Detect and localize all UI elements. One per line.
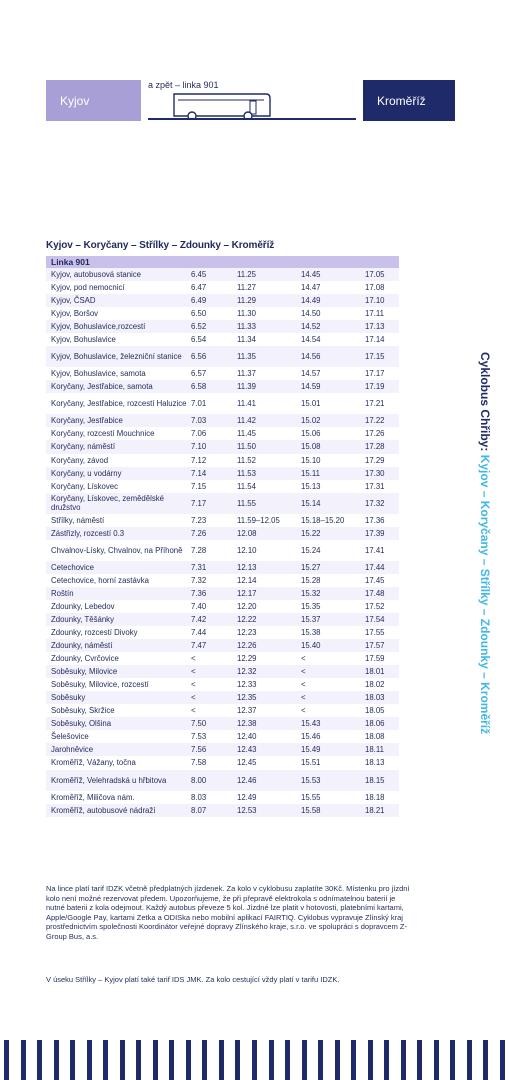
stop-name: Koryčany, Jestřabice, rozcestí Haluzice [51, 399, 187, 409]
stop-name: Kyjov, ČSAD [51, 296, 96, 306]
departure-3: 15.10 [301, 455, 321, 465]
table-row [46, 454, 399, 467]
departure-4: 17.52 [365, 601, 385, 611]
departure-2: 12.13 [237, 562, 257, 572]
departure-1: 7.36 [191, 588, 207, 598]
stop-name: Koryčany, Lískovec [51, 481, 119, 491]
table-row [46, 730, 399, 743]
timetable [46, 256, 399, 817]
departure-1: 6.45 [191, 270, 207, 280]
departure-4: 17.39 [365, 528, 385, 538]
table-row [46, 652, 399, 665]
table-row [46, 717, 399, 730]
departure-1: 7.47 [191, 641, 207, 651]
departure-2: 11.42 [237, 416, 256, 426]
departure-3: 14.59 [301, 382, 321, 392]
departure-3: 14.45 [301, 270, 321, 280]
departure-1: 7.31 [191, 562, 207, 572]
departure-2: 11.55 [237, 498, 256, 508]
tariff-note: V úseku Střílky – Kyjov platí také tarif IDS JMK. Za kolo cestující vždy platí v tarifu IDZK. [46, 975, 340, 984]
stripe [302, 1040, 307, 1080]
departure-2: 11.25 [237, 270, 256, 280]
departure-4: 17.59 [365, 654, 385, 664]
table-row [46, 691, 399, 704]
departure-4: 17.10 [365, 296, 385, 306]
stop-name: Kroměříž, Vážany, točna [51, 758, 136, 768]
departure-3: 14.49 [301, 296, 321, 306]
table-row [46, 393, 399, 414]
stripe [37, 1040, 42, 1080]
departure-2: 12.38 [237, 719, 257, 729]
departure-4: 18.13 [365, 758, 385, 768]
stripe [335, 1040, 340, 1080]
stop-name: Koryčany, náměstí [51, 442, 115, 452]
stop-name: Roštín [51, 588, 74, 598]
departure-4: 17.57 [365, 641, 385, 651]
stripe [153, 1040, 158, 1080]
departure-4: 17.31 [365, 481, 385, 491]
departure-3: 15.46 [301, 732, 321, 742]
departure-1: 8.03 [191, 792, 207, 802]
departure-3: 15.22 [301, 528, 321, 538]
departure-4: 17.32 [365, 498, 385, 508]
departure-3: 15.27 [301, 562, 321, 572]
departure-4: 17.48 [365, 588, 385, 598]
departure-4: 17.17 [365, 369, 385, 379]
departure-1: 8.07 [191, 805, 207, 815]
departure-3: 14.47 [301, 283, 321, 293]
departure-1: < [191, 654, 196, 664]
departure-1: 8.00 [191, 775, 207, 785]
departure-4: 18.08 [365, 732, 385, 742]
table-row [46, 678, 399, 691]
stripe [500, 1040, 505, 1080]
stop-name: Koryčany, u vodárny [51, 468, 122, 478]
departure-1: 6.49 [191, 296, 207, 306]
departure-1: 6.52 [191, 322, 207, 332]
departure-3: 15.13 [301, 481, 321, 491]
stop-name: Zdounky, Lebedov [51, 601, 115, 611]
departure-3: 15.37 [301, 614, 321, 624]
departure-4: 17.08 [365, 283, 385, 293]
stripe [169, 1040, 174, 1080]
departure-3: 15.55 [301, 792, 321, 802]
departure-2: 11.35 [237, 352, 256, 362]
table-row [46, 380, 399, 393]
departure-4: 18.02 [365, 680, 385, 690]
stop-name: Koryčany, Lískovec, zemědělské družstvo [51, 494, 164, 513]
table-row [46, 493, 399, 514]
departure-2: 12.43 [237, 745, 257, 755]
stripe [202, 1040, 207, 1080]
stop-name: Střílky, náměstí [51, 515, 105, 525]
table-row [46, 527, 399, 540]
stripe [417, 1040, 422, 1080]
departure-2: 11.34 [237, 335, 256, 345]
table-row [46, 574, 399, 587]
departure-3: < [301, 654, 306, 664]
table-row [46, 665, 399, 678]
stop-name: Kyjov, Bohuslavice [51, 335, 116, 345]
table-row [46, 743, 399, 756]
departure-1: 7.50 [191, 719, 207, 729]
stripe [70, 1040, 75, 1080]
departure-1: 7.42 [191, 614, 207, 624]
table-row [46, 294, 399, 307]
departure-2: 11.39 [237, 382, 256, 392]
departure-2: 11.30 [237, 309, 256, 319]
departure-2: 11.27 [237, 283, 256, 293]
departure-1: 7.01 [191, 399, 207, 409]
departure-2: 11.33 [237, 322, 256, 332]
stop-name: Kroměříž, autobusové nádraží [51, 805, 156, 815]
stripe [186, 1040, 191, 1080]
stripe [351, 1040, 356, 1080]
departure-2: 12.20 [237, 601, 257, 611]
departure-4: 18.05 [365, 706, 385, 716]
departure-1: < [191, 667, 196, 677]
table-row [46, 480, 399, 493]
departure-3: 14.56 [301, 352, 321, 362]
departure-2: 12.17 [237, 588, 257, 598]
stop-name: Koryčany, Jestřabice, samota [51, 382, 153, 392]
departure-4: 17.26 [365, 429, 385, 439]
departure-1: 7.03 [191, 416, 207, 426]
departure-1: < [191, 706, 196, 716]
stripe [235, 1040, 240, 1080]
departure-2: 12.08 [237, 528, 257, 538]
stop-name: Kroměříž, Velehradská u hřbitova [51, 775, 167, 785]
stop-name: Soběsuky [51, 693, 86, 703]
departure-1: 7.40 [191, 601, 207, 611]
departure-1: 7.53 [191, 732, 207, 742]
stop-name: Kyjov, Bohuslavice, samota [51, 369, 146, 379]
table-row [46, 561, 399, 574]
departure-2: 11.50 [237, 442, 256, 452]
stripe [434, 1040, 439, 1080]
stop-name: Jarohněvice [51, 745, 94, 755]
stop-name: Koryčany, Jestřabice [51, 416, 123, 426]
departure-3: < [301, 693, 306, 703]
departure-3: < [301, 680, 306, 690]
departure-1: 6.56 [191, 352, 207, 362]
table-row [46, 333, 399, 346]
stop-name: Zástřizly, rozcestí 0.3 [51, 528, 125, 538]
stop-name: Zdounky, rozcestí Divoky [51, 628, 138, 637]
stop-name: Kroměříž, Miličova nám. [51, 792, 135, 802]
side-title-light: Kyjov – Koryčany – Střílky – Zdounky – Kroměříž [478, 454, 492, 735]
departure-3: 15.40 [301, 641, 321, 651]
stop-name: Chvalnov-Lísky, Chvalnov, na Příhoně [51, 545, 183, 555]
departure-2: 12.10 [237, 545, 257, 555]
departure-1: 7.10 [191, 442, 207, 452]
departure-3: 14.52 [301, 322, 321, 332]
stripe [467, 1040, 472, 1080]
departure-4: 17.44 [365, 562, 385, 572]
table-row [46, 600, 399, 613]
stripe [103, 1040, 108, 1080]
departure-2: 12.32 [237, 667, 257, 677]
departure-3: 15.08 [301, 442, 321, 452]
side-title-dark: Cyklobus Chřiby: [478, 352, 492, 455]
departure-1: < [191, 680, 196, 690]
stop-name: Soběsuky, Milovice, rozcestí [51, 680, 149, 690]
stop-name: Cetechovice [51, 562, 94, 572]
departure-3: 15.51 [301, 758, 321, 768]
departure-2: 12.29 [237, 654, 257, 664]
departure-3: 15.06 [301, 429, 321, 439]
departure-3: 15.53 [301, 775, 321, 785]
timetable-rows [46, 268, 399, 817]
departure-2: 11.37 [237, 369, 256, 379]
departure-3: 15.35 [301, 601, 321, 611]
stripe [4, 1040, 9, 1080]
departure-4: 17.05 [365, 270, 385, 280]
header-line [148, 118, 356, 120]
departure-1: 7.26 [191, 528, 207, 538]
departure-3: 15.58 [301, 805, 321, 815]
table-row [46, 540, 399, 561]
table-row [46, 281, 399, 294]
departure-4: 17.45 [365, 575, 385, 585]
departure-4: 17.28 [365, 442, 385, 452]
table-row [46, 268, 399, 281]
departure-4: 18.03 [365, 693, 385, 703]
stripe [219, 1040, 224, 1080]
stripe [54, 1040, 59, 1080]
stop-name: Kyjov, Bohuslavice,rozcestí [51, 322, 146, 332]
departure-2: 12.46 [237, 775, 257, 785]
stop-name: Zdounky, Cvrčovice [51, 654, 119, 664]
stop-name: Kyjov, Boršov [51, 309, 99, 319]
departure-3: 14.54 [301, 335, 321, 345]
route-title: Kyjov – Koryčany – Střílky – Zdounky – Kroměříž [46, 240, 275, 251]
departure-2: 11.41 [237, 399, 256, 409]
departure-4: 17.36 [365, 515, 385, 525]
table-row [46, 626, 399, 639]
departure-1: 7.14 [191, 468, 207, 478]
destination-label: Kroměříž [363, 80, 455, 121]
stop-name: Zdounky, Těšánky [51, 614, 114, 624]
stop-name: Zdounky, náměstí [51, 641, 113, 651]
table-row [46, 587, 399, 600]
footer-stripes [0, 1040, 509, 1080]
origin-label: Kyjov [46, 80, 141, 121]
departure-3: 15.14 [301, 498, 321, 508]
table-row [46, 367, 399, 380]
table-row [46, 346, 399, 367]
departure-2: 12.40 [237, 732, 257, 742]
departure-1: 7.56 [191, 745, 207, 755]
departure-1: 6.54 [191, 335, 207, 345]
table-row [46, 756, 399, 769]
stop-name: Šelešovice [51, 732, 89, 742]
departure-1: 6.57 [191, 369, 207, 379]
stripe [401, 1040, 406, 1080]
side-title [474, 352, 492, 735]
stripe [318, 1040, 323, 1080]
departure-1: 6.47 [191, 283, 207, 293]
departure-4: 18.21 [365, 805, 385, 815]
table-row [46, 320, 399, 333]
table-row [46, 639, 399, 652]
departure-2: 12.49 [237, 792, 257, 802]
departure-2: 11.53 [237, 468, 256, 478]
stripe [120, 1040, 125, 1080]
departure-1: 7.23 [191, 515, 207, 525]
stripe [450, 1040, 455, 1080]
departure-4: 17.22 [365, 416, 385, 426]
departure-3: 15.28 [301, 575, 321, 585]
stripe [21, 1040, 26, 1080]
departure-2: 12.23 [237, 628, 257, 637]
departure-2: 11.59–12.05 [237, 515, 280, 525]
departure-3: 15.38 [301, 628, 321, 637]
departure-3: 15.24 [301, 545, 321, 555]
departure-2: 12.26 [237, 641, 257, 651]
stop-name: Soběsuky, Skržice [51, 706, 115, 716]
departure-1: 6.58 [191, 382, 207, 392]
table-row [46, 613, 399, 626]
departure-3: 15.02 [301, 416, 321, 426]
departure-2: 12.22 [237, 614, 257, 624]
departure-1: 7.17 [191, 498, 207, 508]
departure-4: 17.13 [365, 322, 385, 332]
table-row [46, 791, 399, 804]
departure-1: 7.15 [191, 481, 207, 491]
departure-1: 7.12 [191, 455, 207, 465]
departure-1: 7.32 [191, 575, 207, 585]
stripe [483, 1040, 488, 1080]
table-row [46, 514, 399, 527]
departure-4: 17.54 [365, 614, 385, 624]
departure-4: 17.29 [365, 455, 385, 465]
departure-4: 17.55 [365, 628, 385, 637]
stripe [136, 1040, 141, 1080]
departure-2: 12.14 [237, 575, 257, 585]
departure-3: 14.57 [301, 369, 321, 379]
departure-4: 18.11 [365, 745, 384, 755]
departure-4: 18.18 [365, 792, 385, 802]
stop-name: Koryčany, závod [51, 455, 109, 465]
departure-4: 18.01 [365, 667, 385, 677]
stop-name: Soběsuky, Milovice [51, 667, 118, 677]
departure-2: 12.37 [237, 706, 257, 716]
departure-3: 15.32 [301, 588, 321, 598]
departure-3: 14.50 [301, 309, 321, 319]
departure-1: 7.06 [191, 429, 207, 439]
stripe [285, 1040, 290, 1080]
table-row [46, 770, 399, 791]
stop-name: Kyjov, autobusová stanice [51, 270, 142, 280]
stripe [384, 1040, 389, 1080]
departure-2: 11.54 [237, 481, 256, 491]
departure-2: 11.45 [237, 429, 256, 439]
stop-name: Soběsuky, Olšina [51, 719, 112, 729]
bus-icon [170, 90, 272, 120]
departure-3: 15.11 [301, 468, 320, 478]
stripe [252, 1040, 257, 1080]
departure-1: 7.58 [191, 758, 207, 768]
table-row [46, 414, 399, 427]
departure-1: 7.44 [191, 628, 207, 637]
stripe [368, 1040, 373, 1080]
departure-1: < [191, 693, 196, 703]
departure-2: 12.45 [237, 758, 257, 768]
departure-2: 12.53 [237, 805, 257, 815]
info-note: Na lince platí tarif IDZK včetně předplatných jízdenek. Za kolo v cyklobusu zaplatíte 30Kč. Místenku pro jízdní kolo není možné rezervovat předem. Upozorňujeme, že při přepravě elektrokola s odnímatelnou baterií je nutné baterii z kola odejmout. Každý autobus převeze 5 kol. Jízdné lze platit v hotovosti, platebními kartami, Apple/Google Pay, kartami Zetka a ODISka nebo mobilní aplikací FAIRTIQ. Cyklobus vypravuje Zlínský kraj prostřednictvím společnosti Koordinátor veřejné dopravy Zlínského kraje, s.r.o. ve spolupráci s dopravcem Z-Group Bus, a.s. [46, 884, 410, 941]
departure-1: 6.50 [191, 309, 207, 319]
timetable-header: Linka 901 [46, 256, 399, 268]
stop-name: Kyjov, pod nemocnicí [51, 283, 125, 293]
departure-3: < [301, 667, 306, 677]
table-row [46, 704, 399, 717]
stop-name: Koryčany, rozcestí Mouchnice [51, 429, 155, 439]
departure-2: 12.33 [237, 680, 257, 690]
direction-label: a zpět – linka 901 [148, 80, 219, 90]
table-row [46, 307, 399, 320]
departure-3: 15.01 [301, 399, 321, 409]
departure-2: 12.35 [237, 693, 257, 703]
departure-4: 17.30 [365, 468, 385, 478]
departure-4: 17.19 [365, 382, 385, 392]
table-row [46, 427, 399, 440]
departure-3: 15.18–15.20 [301, 515, 345, 525]
stop-name: Cetechovice, horní zastávka [51, 575, 149, 585]
stop-name: Kyjov, Bohuslavice, železniční stanice [51, 352, 182, 362]
table-row [46, 440, 399, 453]
departure-2: 11.52 [237, 455, 256, 465]
departure-1: 7.28 [191, 545, 207, 555]
departure-4: 17.14 [365, 335, 385, 345]
table-row [46, 467, 399, 480]
departure-4: 18.15 [365, 775, 385, 785]
stripe [269, 1040, 274, 1080]
departure-4: 18.06 [365, 719, 385, 729]
departure-2: 11.29 [237, 296, 256, 306]
departure-4: 17.15 [365, 352, 385, 362]
stripe [87, 1040, 92, 1080]
table-row [46, 804, 399, 817]
departure-4: 17.41 [365, 545, 385, 555]
departure-3: < [301, 706, 306, 716]
departure-4: 17.11 [365, 309, 384, 319]
departure-3: 15.49 [301, 745, 321, 755]
departure-4: 17.21 [365, 399, 385, 409]
departure-3: 15.43 [301, 719, 321, 729]
